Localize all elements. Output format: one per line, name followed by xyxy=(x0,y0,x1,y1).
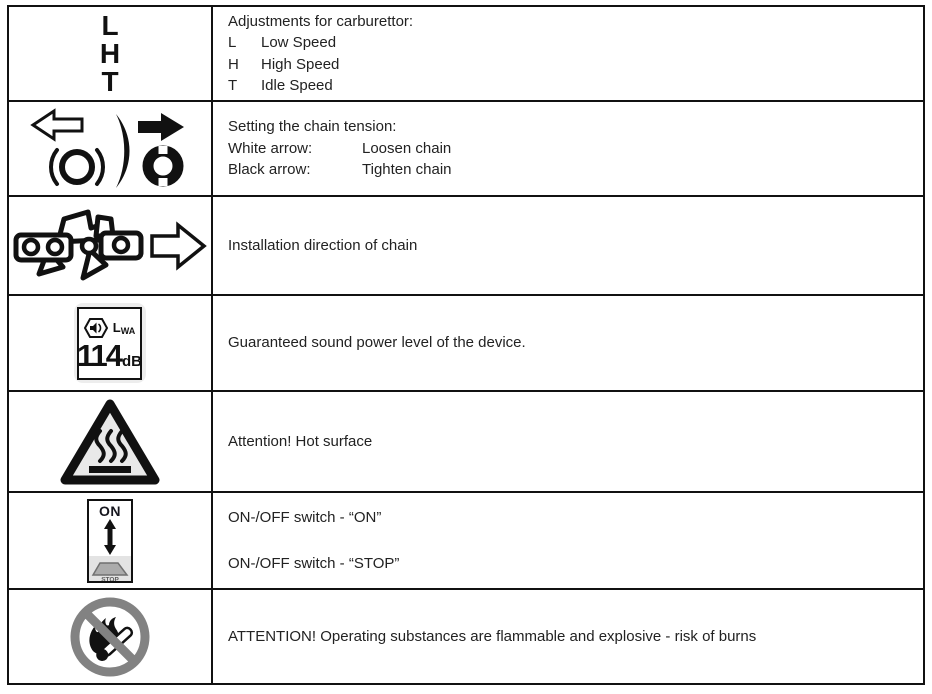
chain-installation-direction-icon xyxy=(12,206,208,286)
row-title: Setting the chain tension: xyxy=(228,118,397,136)
letter-l: L xyxy=(101,9,119,41)
row-text: Installation direction of chain xyxy=(228,236,418,254)
symbol-cell-flammable xyxy=(9,590,213,683)
sound-power-value: 114 xyxy=(77,338,122,373)
guaranteed-sound-power-lwa-badge-icon xyxy=(74,303,146,383)
definition-label: T xyxy=(228,77,238,94)
speaker-hexagon-icon xyxy=(84,317,108,339)
row-title: Adjustments for carburettor: xyxy=(228,12,414,30)
double-headed-arrow-icon xyxy=(102,519,118,555)
letter-h: H xyxy=(99,37,121,69)
on-off-switch-pictogram-icon xyxy=(87,499,133,583)
text-cell-flammable xyxy=(213,590,923,683)
definition-label: White arrow: xyxy=(228,139,313,157)
symbols-legend-table xyxy=(7,5,925,685)
letter-t: T xyxy=(101,65,119,97)
definition-label: L xyxy=(228,34,237,51)
hot-surface-warning-triangle-icon xyxy=(60,397,160,487)
definition-row xyxy=(228,159,913,181)
chain-tension-arrows-icon xyxy=(30,108,190,190)
symbol-cell-sound-power xyxy=(9,296,213,392)
symbol-cell-on-off-switch xyxy=(9,493,213,590)
lwa-label: LWA xyxy=(112,320,136,336)
row-text: Attention! Hot surface xyxy=(228,432,373,450)
no-open-flame-prohibition-icon xyxy=(66,596,154,678)
text-cell-chain-tension xyxy=(213,102,923,197)
definition-label: H xyxy=(228,55,239,73)
definition-row xyxy=(228,75,913,97)
text-cell-chain-direction xyxy=(213,197,923,296)
definition-text: Tighten chain xyxy=(362,161,452,179)
symbol-cell-hot-surface xyxy=(9,392,213,493)
row-text: ON-/OFF switch - “STOP” xyxy=(228,554,400,572)
switch-on-label: ON xyxy=(99,502,121,519)
definition-row xyxy=(228,54,913,76)
symbol-cell-chain-tension xyxy=(9,102,213,197)
carburettor-adjustment-letters-icon xyxy=(99,9,121,97)
definition-row xyxy=(228,32,913,54)
switch-stop-area xyxy=(89,556,131,581)
row-text: ATTENTION! Operating substances are flammable and explosive - risk of burns xyxy=(228,627,757,645)
symbol-cell-carburettor xyxy=(9,7,213,102)
definition-row xyxy=(228,138,913,160)
switch-stop-label: STOP xyxy=(101,576,119,581)
row-text: Guaranteed sound power level of the device. xyxy=(228,334,526,352)
text-cell-hot-surface xyxy=(213,392,923,493)
symbol-cell-chain-direction xyxy=(9,197,213,296)
sound-power-unit: dB xyxy=(122,353,143,370)
definition-text: Idle Speed xyxy=(261,77,333,94)
text-cell-on-off-switch xyxy=(213,493,923,590)
row-text: ON-/OFF switch - “ON” xyxy=(228,509,382,526)
definition-text: Low Speed xyxy=(261,34,337,51)
text-cell-sound-power xyxy=(213,296,923,392)
text-cell-carburettor xyxy=(213,7,923,102)
definition-label: Black arrow: xyxy=(228,161,311,179)
definition-text: High Speed xyxy=(261,55,340,73)
definition-text: Loosen chain xyxy=(362,139,452,157)
